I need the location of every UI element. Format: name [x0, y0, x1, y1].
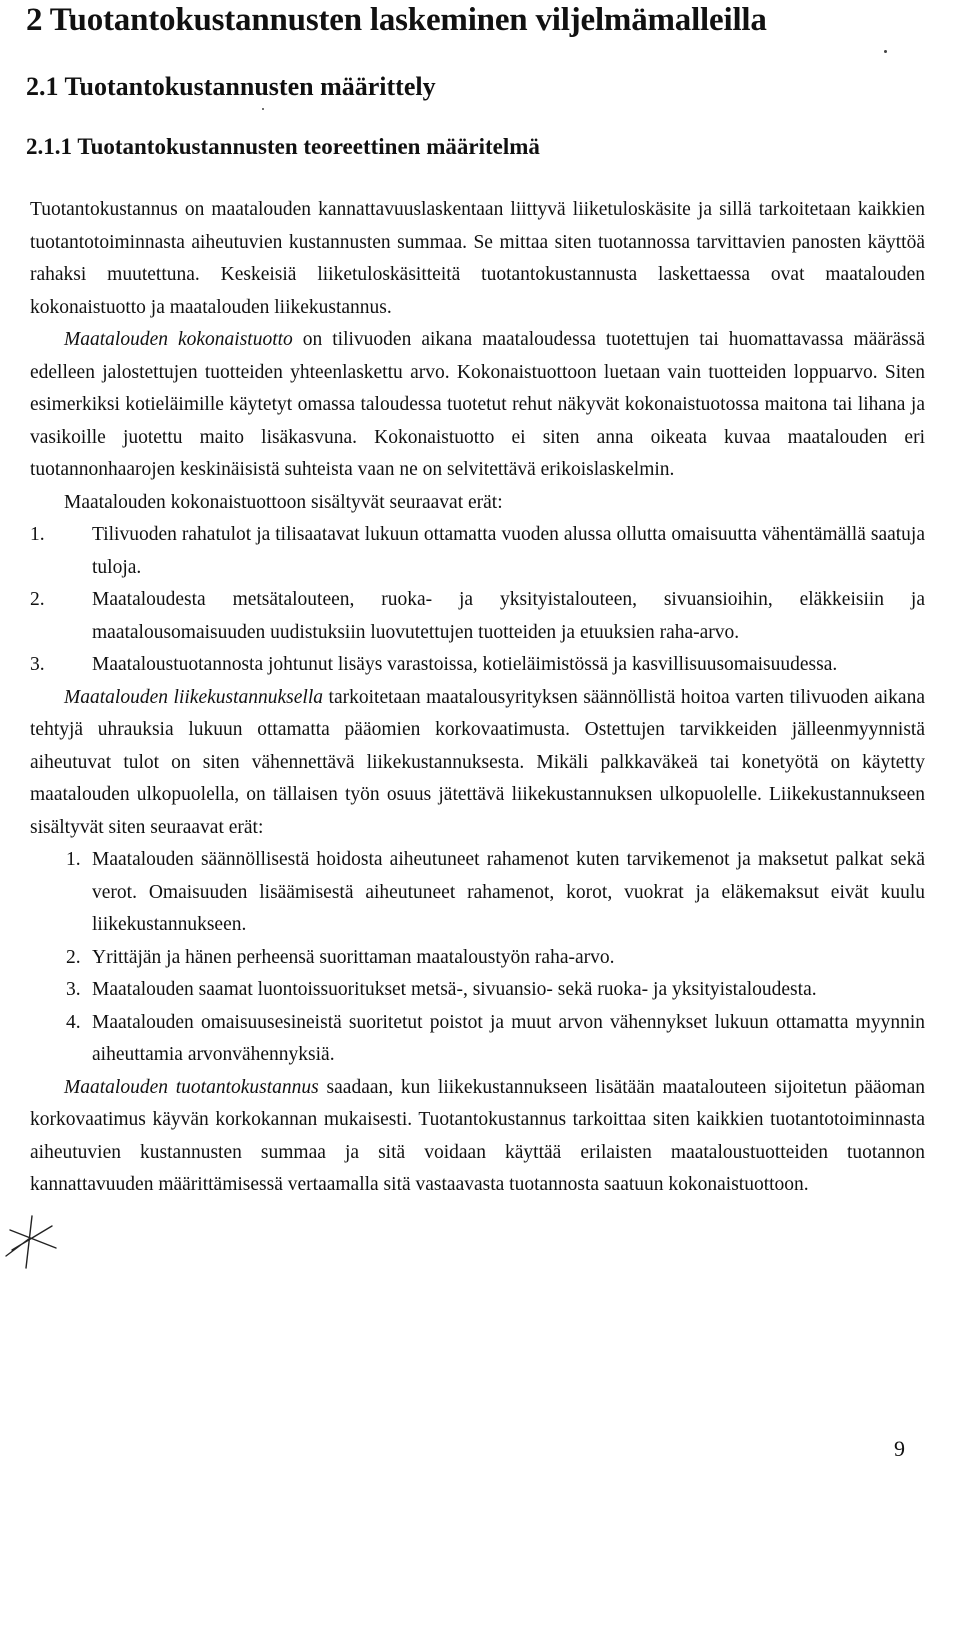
list-item-number: 2.: [66, 946, 81, 968]
paragraph-kokonaistuotto-text: on tilivuoden aikana maataloudessa tuotettujen tai huomattavassa määrässä edelleen jalostettujen tuotteiden yhteenlaskettu arvo. Kokonaistuottoon luetaan vain tuotteiden loppuarvo. Siten esimerkiksi kotieläimille käytetyt omassa taloudessa tuotetut rehut näkyvät kokonaistuotossa maitona tai lihana ja vasikoille juotettu maito lisäkasvuna. Kokonaistuotto ei siten anna oikeata kuvaa maatalouden eri tuotannonhaarojen keskinäisistä suhteista vaan ne on selvitettävä erikoislaskelmin.: [30, 329, 925, 480]
subsection-heading: 2.1.1 Tuotantokustannusten teoreettinen määritelmä: [26, 134, 540, 159]
list-item-text: Maatalouden omaisuusesineistä suoritetut poistot ja muut arvon vähennykset lukuun ottamatta myynnin aiheuttamia arvonvähennyksiä.: [92, 1011, 925, 1065]
list-intro-kokonaistuotto: Maatalouden kokonaistuottoon sisältyvät seuraavat erät:: [64, 491, 503, 513]
list-item-number: 1.: [66, 849, 81, 870]
list-item: [30, 519, 925, 584]
list-item-number: 4.: [66, 1011, 81, 1033]
handwritten-asterisk-icon: [2, 1208, 62, 1278]
paragraph-kokonaistuotto: [30, 324, 925, 487]
list-item-number: 3.: [66, 979, 81, 1000]
list-item: [30, 844, 925, 942]
paragraph-tuotantokustannus-text: saadaan, kun liikekustannukseen lisätään maatalouteen sijoitetun pääoman korkovaatimus käyvän korkokannan mukaisesti. Tuotantokustannus tarkoittaa siten kaikkien tuotantotoiminnasta aiheutuvien kustannusten summaa ja sitä voidaan käyttää erilaisten maataloustuotteiden tuotannon kannattavuuden määrittämisessä vertaamalla sitä vastaavasta tuotannosta saatuun kokonaistuottoon.: [30, 1076, 925, 1195]
scan-speck: [884, 50, 887, 53]
paragraph-liikekustannus: [30, 682, 925, 845]
paragraph-definition: Tuotantokustannus on maatalouden kannattavuuslaskentaan liittyvä liiketuloskäsite ja sillä tarkoitetaan kaikkien tuotantotoiminnasta aiheutuvien kustannusten summaa. Se mittaa siten tuotannossa tarvittavien panosten käyttöä rahaksi muutettuna. Keskeisiä liiketuloskäsitteitä tuotantokustannusta laskettaessa ovat maatalouden kokonaistuotto ja maatalouden liikekustannus.: [30, 199, 925, 318]
term-tuotantokustannus: Maatalouden tuotantokustannus: [64, 1076, 319, 1098]
list-item-text: Maatalouden säännöllisestä hoidosta aiheutuneet rahamenot kuten tarvikemenot ja maksetut palkat sekä verot. Omaisuuden lisäämisestä aiheutuneet rahamenot, korot, vuokrat ja eläkemaksut eivät kuulu liikekustannukseen.: [92, 849, 925, 935]
body-text: [30, 194, 925, 1202]
page-number: 9: [894, 1436, 905, 1461]
list-item-text: Maataloudesta metsätalouteen, ruoka- ja yksityistalouteen, sivuansioihin, eläkkeisiin ja maatalousomaisuuden uudistuksiin luovutettujen tuotteiden ja etuuksien raha-arvo.: [92, 589, 925, 643]
chapter-heading: 2 Tuotantokustannusten laskeminen viljelmämalleilla: [26, 2, 767, 38]
section-heading: 2.1 Tuotantokustannusten määrittely: [26, 72, 436, 101]
list-item-text: Maatalouden saamat luontoissuoritukset metsä-, sivuansio- sekä ruoka- ja yksityistaloudesta.: [92, 979, 817, 1000]
paragraph-tuotantokustannus: [30, 1072, 925, 1202]
paragraph-liikekustannus-text: tarkoitetaan maatalousyrityksen säännöllistä hoitoa varten tilivuoden aikana tehtyjä uhrauksia lukuun ottamatta pääomien korkovaatimusta. Ostettujen tarvikkeiden jälleenmyynnistä aiheutuvat tulot on siten vähennettävä liikekustannuksesta. Mikäli palkkaväkeä tai konetyötä on käytetty maatalouden ulkopuolella, on tällaisen työn osuus jätettävä liikekustannuksen ulkopuolelle. Liikekustannukseen sisältyvät siten seuraavat erät:: [30, 686, 925, 838]
scan-speck: [262, 108, 264, 110]
list-item: [30, 942, 925, 975]
list-liikekustannus-items: [30, 844, 925, 1072]
term-liikekustannus: Maatalouden liikekustannuksella: [64, 686, 323, 708]
list-item-number: 2.: [30, 589, 45, 610]
list-item-text: Maataloustuotannosta johtunut lisäys varastoissa, kotieläimistössä ja kasvillisuusomaisuudessa.: [92, 654, 838, 675]
list-kokonaistuotto-items: [30, 519, 925, 682]
list-item-number: 1.: [30, 524, 45, 545]
list-item: [30, 1007, 925, 1072]
list-item: [30, 974, 925, 1007]
list-item-text: Tilivuoden rahatulot ja tilisaatavat lukuun ottamatta vuoden alussa ollutta omaisuutta vähentämällä saatuja tuloja.: [92, 524, 925, 578]
list-item-number: 3.: [30, 654, 45, 675]
term-kokonaistuotto: Maatalouden kokonaistuotto: [64, 329, 293, 350]
list-item: [30, 649, 925, 682]
list-item: [30, 584, 925, 649]
list-item-text: Yrittäjän ja hänen perheensä suorittaman maataloustyön raha-arvo.: [92, 946, 615, 968]
